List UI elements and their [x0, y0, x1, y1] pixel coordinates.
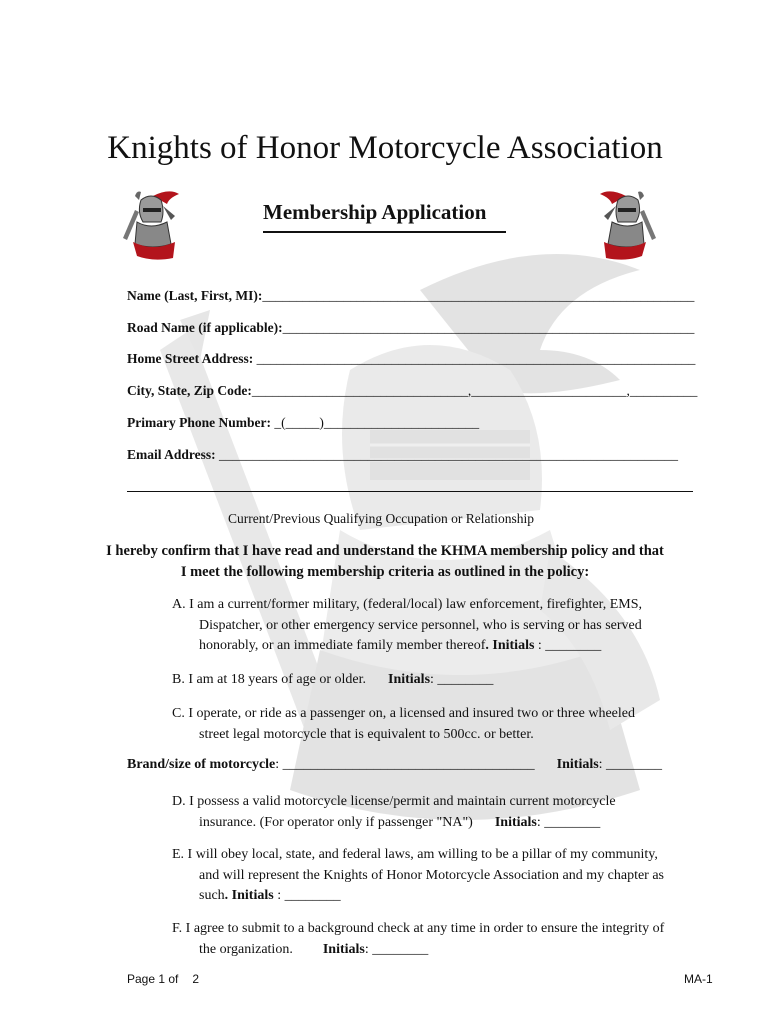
- form-subtitle: Membership Application: [263, 200, 487, 224]
- form-code: MA-1: [684, 972, 713, 986]
- item-d-text-2: insurance. (For operator only if passenger "NA"): [199, 814, 473, 830]
- item-e-initials-label: Initials: [231, 888, 274, 903]
- criteria-item-b: [172, 670, 493, 691]
- brand-initials-blank[interactable]: : ________: [598, 757, 663, 772]
- knight-logo-icon: [117, 186, 181, 262]
- item-a-initials-blank[interactable]: : ________: [534, 638, 602, 653]
- item-d-initials-blank[interactable]: : ________: [536, 814, 601, 830]
- item-e-text-2: and will represent the Knights of Honor Motorcycle Association and my chapter as: [199, 867, 664, 883]
- item-a-text-1: A. I am a current/former military, (federal/local) law enforcement, firefighter, EMS,: [172, 597, 643, 612]
- item-a-initials-label: Initials: [492, 638, 535, 653]
- page-title: Knights of Honor Motorcycle Association: [107, 130, 663, 166]
- email-field-label: Email Address:: [127, 447, 216, 462]
- item-e-text-1: E. I will obey local, state, and federal laws, am willing to be a pillar of my community,: [172, 847, 658, 862]
- subtitle-underline: [263, 231, 506, 233]
- phone-field-blank[interactable]: _(_____)_______________________: [274, 415, 480, 430]
- item-a-period: .: [485, 638, 489, 653]
- home-address-field-blank[interactable]: _________________________________________________________________: [256, 351, 696, 366]
- home-address-field[interactable]: [127, 351, 695, 367]
- name-field-label: Name (Last, First, MI):: [127, 288, 263, 303]
- criteria-item-c: [172, 704, 635, 745]
- phone-field-label: Primary Phone Number:: [127, 415, 271, 430]
- name-field[interactable]: [127, 288, 694, 304]
- criteria-item-d: [172, 792, 616, 833]
- name-field-blank[interactable]: ________________________________________________________________: [262, 288, 695, 303]
- item-d-initials-label: Initials: [494, 814, 537, 830]
- item-e-text-3: such: [199, 888, 225, 903]
- criteria-item-a: [172, 595, 642, 657]
- item-e-period: .: [224, 888, 229, 903]
- item-f-text-1: F. I agree to submit to a background check at any time in order to ensure the integrity of: [172, 921, 665, 936]
- item-c-text-1: C. I operate, or ride as a passenger on, a licensed and insured two or three wheeled: [172, 706, 635, 721]
- item-b-text-1: B. I am at 18 years of age or older.: [172, 672, 366, 687]
- item-e-initials-blank[interactable]: : ________: [273, 888, 341, 903]
- item-d-text-1: D. I possess a valid motorcycle license/permit and maintain current motorcycle: [172, 794, 616, 809]
- criteria-item-e: [172, 845, 664, 907]
- motorcycle-brand-blank[interactable]: : ____________________________________: [275, 757, 535, 772]
- occupation-caption: Current/Previous Qualifying Occupation or Relationship: [228, 511, 534, 526]
- item-c-text-2: street legal motorcycle that is equivalent to 500cc. or better.: [199, 726, 534, 742]
- email-field[interactable]: [127, 447, 678, 463]
- item-a-text-2: Dispatcher, or other emergency service personnel, who is serving or has served: [199, 617, 642, 633]
- item-f-initials-label: Initials: [322, 941, 365, 957]
- city-state-zip-field[interactable]: [127, 383, 697, 399]
- item-b-initials-label: Initials: [388, 672, 431, 687]
- phone-field[interactable]: [127, 415, 479, 431]
- city-state-zip-field-label: City, State, Zip Code:: [127, 383, 252, 398]
- page-number-prefix: Page 1 of: [127, 972, 179, 986]
- home-address-field-label: Home Street Address:: [127, 351, 254, 366]
- city-state-zip-field-blank[interactable]: ________________________________,_______________________,__________: [251, 383, 698, 398]
- road-name-field[interactable]: [127, 320, 694, 336]
- item-a-text-3: honorably, or an immediate family member thereof: [199, 638, 486, 653]
- motorcycle-brand-field[interactable]: [127, 757, 662, 773]
- page-number: [127, 972, 199, 986]
- knight-logo-icon: [598, 186, 662, 262]
- criteria-item-f: [172, 919, 664, 960]
- road-name-field-label: Road Name (if applicable):: [127, 320, 283, 335]
- item-b-initials-blank[interactable]: : ________: [430, 672, 494, 687]
- confirm-statement-line-1: I hereby confirm that I have read and understand the KHMA membership policy and that: [106, 543, 664, 559]
- brand-initials-label: Initials: [556, 757, 599, 772]
- confirm-statement-line-2: I meet the following membership criteria as outlined in the policy:: [180, 564, 590, 580]
- motorcycle-brand-label: Brand/size of motorcycle: [127, 757, 276, 772]
- email-field-blank[interactable]: ____________________________________________________________________: [219, 447, 679, 462]
- item-f-initials-blank[interactable]: : ________: [364, 941, 429, 957]
- page-number-total: 2: [192, 972, 200, 986]
- occupation-input-line[interactable]: [127, 491, 693, 492]
- road-name-field-blank[interactable]: _____________________________________________________________: [282, 320, 695, 335]
- item-f-text-2: the organization.: [199, 941, 293, 957]
